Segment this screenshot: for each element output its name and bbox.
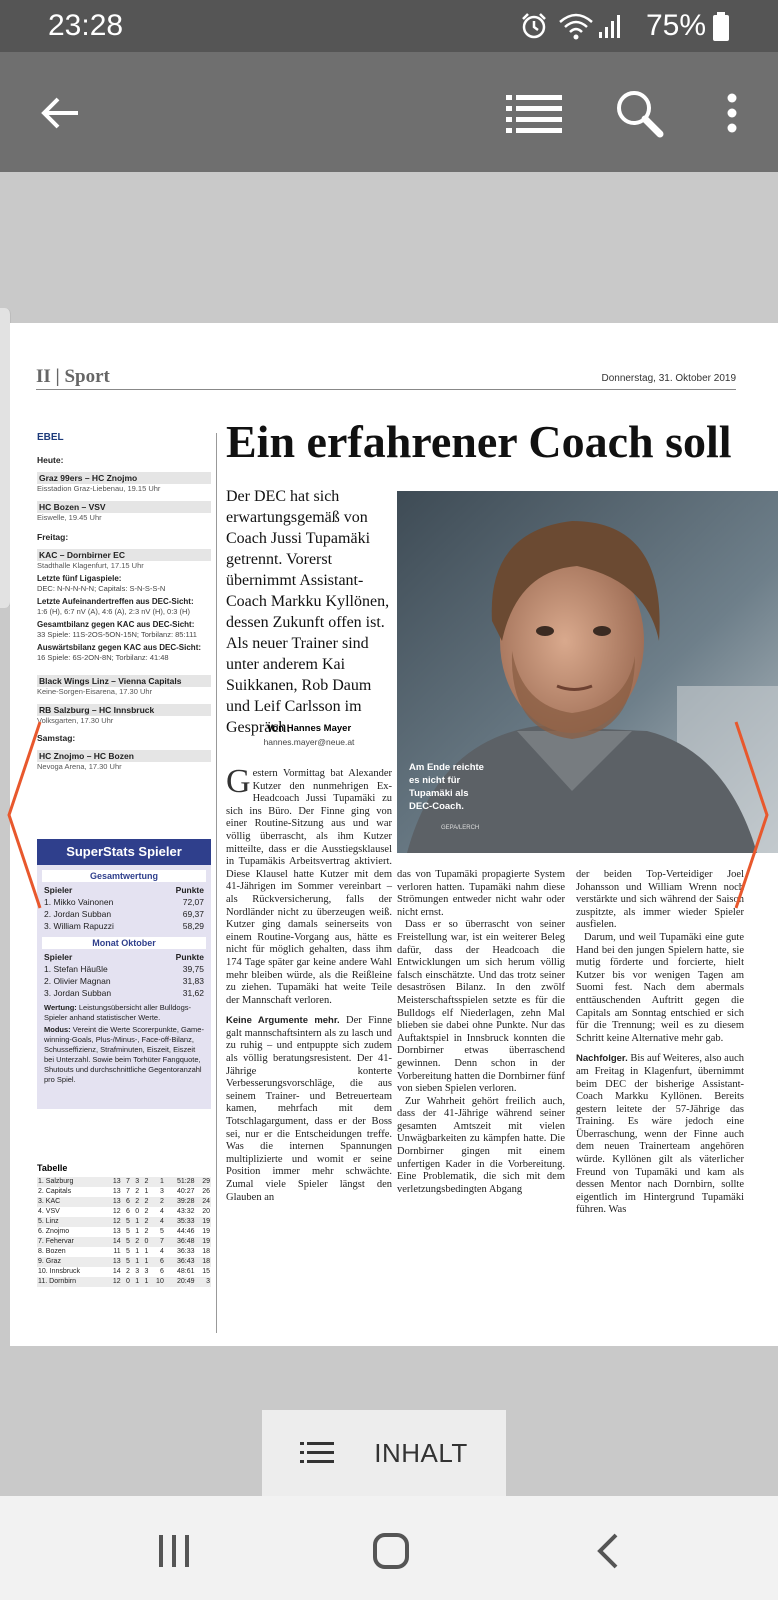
stat-cell: 5 (159, 1228, 164, 1235)
player-points: 31,62 (182, 988, 204, 998)
contents-list-button[interactable] (500, 78, 570, 148)
stat-cell: 2 (135, 1188, 140, 1195)
fixture-venue: Nevoga Arena, 17.30 Uhr (37, 762, 122, 771)
paragraph: Der Finne galt mannschaftsintern als zu lasch und zu ruhig – und entpuppte sich zudem als völlig beratungsresistent. Der 41-Jährige konterte Verbesserungsvorschläge, die aus seinem Trainer- und Betreuerteam kamen, mehrfach mit dem Totschlagargument, dass er der Boss sei, nur er die Entscheidungen treffe. Was die internen Spannungen multiplizierte und womit er seine Position immer mehr schwächte. Zumal viele Spieler längst den Glauben an (226, 1015, 392, 1203)
back-icon (596, 1532, 620, 1570)
stat-cell: 4 (159, 1248, 164, 1255)
issue-date: Donnerstag, 31. Oktober 2019 (601, 373, 736, 384)
stat-cell: 5 (125, 1228, 130, 1235)
stat-cell: 14 (106, 1237, 121, 1247)
table-row (37, 1207, 211, 1217)
stat-cell: 6 (159, 1268, 164, 1275)
column-divider (216, 433, 217, 1333)
standings-table (37, 1177, 211, 1287)
fixture-match: Graz 99ers – HC Znojmo (37, 472, 211, 484)
battery-icon (712, 12, 730, 42)
fixture-match: HC Znojmo – HC Bozen (37, 750, 211, 762)
stat-cell: 0 (135, 1208, 140, 1215)
stat-cell: 3 (159, 1188, 164, 1195)
stat-cell: 3 (196, 1277, 211, 1287)
table-row (37, 1247, 211, 1257)
stat-cell: 4 (159, 1208, 164, 1215)
stat-cell: 19 (196, 1217, 211, 1227)
team-cell: 10. Innsbruck (38, 1268, 81, 1275)
superstats-note: Wertung: Leistungsübersicht aller Bulldogs-Spieler anhand statistischer Werte. (44, 1003, 192, 1022)
stat-cell: 5 (122, 1217, 131, 1227)
stat-cell: 0 (140, 1237, 149, 1247)
table-row (37, 1227, 211, 1237)
contents-button[interactable] (262, 1410, 506, 1496)
stat-cell: 12 (106, 1277, 121, 1287)
ranking-row (37, 963, 211, 975)
table-row (37, 1217, 211, 1227)
fixture-venue: Keine-Sorgen-Eisarena, 17.30 Uhr (37, 687, 153, 696)
stat-cell: 15 (202, 1268, 210, 1275)
overall-label: Gesamtwertung (42, 870, 206, 882)
col-points: Punkte (175, 952, 204, 962)
stat-cell: 7 (125, 1188, 130, 1195)
article-headline: Ein erfahrener Coach soll (226, 416, 732, 467)
stat-cell: 13 (106, 1197, 121, 1207)
paragraph: Zur Wahrheit gehört freilich auch, dass der 41-Jährige während seiner gesamten Amtszeit mit vielen Unwägbarkeiten zu kämpfen hatte. Die Dornbirner gingen mit einem unfertigen Kader in die Vorbereitung. Eine Problematik, die sich mit dem verletzungsbedingten Abgang (397, 1095, 565, 1195)
column-header (37, 884, 211, 896)
app-bar (0, 52, 778, 172)
stat-cell: 1 (144, 1248, 149, 1255)
team-cell: 1. Salzburg (37, 1177, 106, 1187)
stat-cell: 29 (196, 1177, 211, 1187)
search-button[interactable] (604, 78, 674, 148)
stat-cell: 19 (196, 1237, 211, 1247)
next-page-icon[interactable] (734, 720, 770, 910)
fixture-venue: Eisstadion Graz-Liebenau, 19.15 Uhr (37, 484, 161, 493)
stat-cell: 2 (144, 1228, 149, 1235)
ranking-row (37, 975, 211, 987)
saturday-label: Samstag: (37, 733, 76, 743)
article-column-1 (226, 763, 392, 1204)
stat-cell: 7 (149, 1237, 164, 1247)
fixture-match: HC Bozen – VSV (37, 501, 211, 513)
league-table (37, 1163, 211, 1287)
stat-cell: 1 (140, 1277, 149, 1287)
stat-value: DEC: N-N-N-N-N; Capitals: S-N-S-S-N (37, 584, 166, 593)
fixture-venue: Volksgarten, 17.30 Uhr (37, 716, 114, 725)
wifi-icon (558, 12, 594, 40)
stat-value: 1:6 (H), 6:7 nV (A), 4:6 (A), 2:3 nV (H), 0:3 (H) (37, 607, 190, 616)
stat-cell: 3 (131, 1177, 140, 1187)
column-header (37, 951, 211, 963)
table-row (37, 1237, 211, 1247)
photo-caption: Am Ende reichte es nicht für Tupamäki als DEC-Coach. (409, 762, 484, 812)
previous-page-icon[interactable] (6, 720, 42, 910)
paragraph: estern Vormittag bat Alexander Kutzer den nunmehrigen Ex-Headcoach Jussi Tupamäki zu sich ins Büro. Der Finne ging von einer Routine-Sitzung aus und war völlig überrascht, als ihm Kutzer mitteilte, dass er die Ausstiegsklausel in Tupamäkis Arbeitsvertrag aktiviert. Diese Klausel hatte Kutzer mit dem 41-Jährigen im Sommer vereinbart – als Rückversicherung, falls der Nordländer nicht zu überzeugen weiß. Kutzer ging damals seinerseits von einem Routine-Vorgang aus, hätte es nicht für möglich gehalten, dass ihm 174 Tage später gar keine andere Wahl mehr bleiben würde, als die Reißleine zu ziehen. Tupamäki hat weite Teile der Mannschaft verloren. (226, 768, 392, 1006)
article-column-3 (576, 869, 744, 1217)
stat-cell: 26 (202, 1188, 210, 1195)
ranking-row (37, 908, 211, 920)
ranking-row (37, 896, 211, 908)
section-title: II | Sport (36, 366, 110, 387)
list-icon (506, 93, 564, 133)
stat-cell: 10 (149, 1277, 164, 1287)
player-points: 39,75 (182, 964, 204, 974)
stat-cell: 18 (202, 1248, 210, 1255)
stat-cell: 7 (122, 1177, 131, 1187)
stat-cell: 39:28 (165, 1197, 196, 1207)
search-icon (614, 88, 664, 138)
stat-cell: 19 (202, 1228, 210, 1235)
system-nav-bar (0, 1496, 778, 1600)
table-row (37, 1187, 211, 1197)
paragraph: der beiden Top-Verteidiger Joel Johansson und William Wrenn noch verstärkte und sich während der Saison zuspitzte, als immer wieder Spieler ausfielen. (576, 869, 744, 931)
team-cell: 6. Znojmo (38, 1228, 70, 1235)
fixtures-sidebar (37, 433, 211, 772)
stat-cell: 1 (131, 1277, 140, 1287)
stat-cell: 1 (149, 1177, 164, 1187)
more-options-button[interactable] (697, 78, 767, 148)
player-name: 1. Stefan Häußle (44, 964, 108, 974)
stat-cell: 6 (125, 1208, 130, 1215)
table-row (37, 1177, 211, 1187)
stat-cell: 1 (144, 1188, 149, 1195)
team-cell: 9. Graz (37, 1257, 106, 1267)
byline (226, 723, 392, 747)
player-points: 72,07 (182, 897, 204, 907)
stat-cell: 20:49 (165, 1277, 196, 1287)
player-name: 2. Olivier Magnan (44, 976, 111, 986)
stat-cell: 2 (144, 1208, 149, 1215)
stat-cell: 6 (149, 1257, 164, 1267)
stat-cell: 1 (131, 1257, 140, 1267)
photo-credit: GEPA/LERCH (441, 825, 480, 831)
stat-cell: 13 (106, 1257, 121, 1267)
col-points: Punkte (175, 885, 204, 895)
drop-cap: G (226, 763, 251, 800)
stat-cell: 2 (140, 1177, 149, 1187)
stat-cell: 13 (112, 1188, 121, 1195)
stat-cell: 18 (196, 1257, 211, 1267)
list-icon (300, 1441, 334, 1465)
stat-cell: 5 (122, 1237, 131, 1247)
ranking-row (37, 920, 211, 932)
player-name: 1. Mikko Vainonen (44, 897, 114, 907)
table-row (37, 1197, 211, 1207)
back-arrow-icon (40, 96, 80, 130)
stat-cell: 44:46 (177, 1228, 195, 1235)
stat-cell: 0 (122, 1277, 131, 1287)
fixture-match: RB Salzburg – HC Innsbruck (37, 704, 211, 716)
superstats-title: SuperStats Spieler (37, 839, 211, 865)
team-cell: 2. Capitals (38, 1188, 72, 1195)
today-label: Heute: (37, 455, 64, 465)
signal-icon (598, 12, 624, 40)
stat-cell: 11 (113, 1248, 121, 1255)
stat-cell: 2 (149, 1197, 164, 1207)
friday-label: Freitag: (37, 532, 69, 542)
team-cell: 4. VSV (38, 1208, 60, 1215)
month-label: Monat Oktober (42, 937, 206, 949)
team-cell: 8. Bozen (38, 1248, 66, 1255)
stat-cell: 3 (144, 1268, 149, 1275)
stat-cell: 20 (202, 1208, 210, 1215)
header-divider (36, 389, 736, 390)
stat-cell: 1 (135, 1228, 140, 1235)
back-button[interactable] (25, 78, 95, 148)
stat-cell: 3 (135, 1268, 140, 1275)
stat-cell: 36:33 (177, 1248, 195, 1255)
home-button[interactable] (361, 1526, 421, 1576)
contents-label: INHALT (374, 1437, 468, 1468)
more-vert-icon (726, 93, 738, 133)
system-back-button[interactable] (578, 1526, 638, 1576)
stat-cell: 2 (131, 1237, 140, 1247)
stat-cell: 13 (112, 1228, 121, 1235)
col-player: Spieler (44, 885, 73, 895)
stat-cell: 14 (112, 1268, 121, 1275)
player-name: 3. William Rapuzzi (44, 921, 114, 931)
stat-label: Letzte fünf Ligaspiele: (37, 574, 122, 583)
stat-cell: 5 (125, 1248, 130, 1255)
player-name: 2. Jordan Subban (44, 909, 112, 919)
stat-cell: 51:28 (165, 1177, 196, 1187)
stat-cell: 36:43 (165, 1257, 196, 1267)
stat-cell: 2 (140, 1197, 149, 1207)
stat-cell: 1 (140, 1257, 149, 1267)
stat-label: Gesamtbilanz gegen KAC aus DEC-Sicht: (37, 620, 195, 629)
status-time: 23:28 (48, 9, 124, 42)
alarm-icon (520, 12, 548, 40)
stat-label: Letzte Aufeinandertreffen aus DEC-Sicht: (37, 597, 194, 606)
article-column-2 (397, 869, 565, 1196)
player-name: 3. Jordan Subban (44, 988, 112, 998)
player-points: 69,37 (182, 909, 204, 919)
stat-cell: 1 (131, 1217, 140, 1227)
stat-cell: 5 (122, 1257, 131, 1267)
stat-cell: 48:61 (177, 1268, 195, 1275)
author-email: hannes.mayer@neue.at (263, 737, 355, 747)
team-cell: 7. Fehervar (37, 1237, 106, 1247)
superstats-box (37, 839, 211, 1109)
author-name: Von Hannes Mayer (266, 723, 352, 734)
table-row (37, 1267, 211, 1277)
stat-value: 16 Spiele: 6S-2ON-8N; Torbilanz: 41:48 (37, 653, 169, 662)
paragraph: Darum, und weil Tupamäki eine gute Hand bei den jungen Spielern hatte, sie mutig förderte und forcierte, hielt Kutzer bis vor wenigen Tagen am Suomi fest. Nach dem abermals enttäuschenden Auftritt gegen die Capitals am Sonntag entschied er sich für die Trennung; weil es zu diesem Schritt keine Alternative mehr gab. (576, 931, 744, 1044)
stat-cell: 13 (106, 1177, 121, 1187)
stat-cell: 1 (135, 1248, 140, 1255)
paragraph: das von Tupamäki propagierte System verloren hatten. Tupamäki nahm diese Strömungen entweder nicht wahr oder nicht ernst. (397, 869, 565, 918)
newspaper-page[interactable] (10, 323, 778, 1346)
stat-cell: 43:32 (177, 1208, 195, 1215)
stat-cell: 12 (112, 1208, 121, 1215)
stat-cell: 2 (140, 1217, 149, 1227)
status-bar (0, 0, 778, 52)
stat-cell: 36:48 (165, 1237, 196, 1247)
subhead: Nachfolger. (576, 1053, 628, 1065)
stat-cell: 6 (122, 1197, 131, 1207)
fixture-venue: Stadthalle Klagenfurt, 17.15 Uhr (37, 561, 144, 570)
stat-cell: 2 (125, 1268, 130, 1275)
col-player: Spieler (44, 952, 73, 962)
stat-cell: 4 (149, 1217, 164, 1227)
table-row (37, 1257, 211, 1267)
home-icon (372, 1532, 410, 1570)
league-label: EBEL (37, 432, 64, 443)
battery-percent: 75% (646, 9, 707, 42)
team-cell: 11. Dornbirn (37, 1277, 106, 1287)
fixture-match: KAC – Dornbirner EC (37, 549, 211, 561)
recents-icon (157, 1533, 191, 1569)
recents-button[interactable] (144, 1526, 204, 1576)
player-points: 58,29 (182, 921, 204, 931)
table-row (37, 1277, 211, 1287)
stat-cell: 40:27 (177, 1188, 195, 1195)
player-points: 31,83 (182, 976, 204, 986)
stat-cell: 35:33 (165, 1217, 196, 1227)
stat-label: Auswärtsbilanz gegen KAC aus DEC-Sicht: (37, 643, 202, 652)
subhead: Keine Argumente mehr. (226, 1015, 340, 1027)
stat-value: 33 Spiele: 11S-2OS-5ON-15N; Torbilanz: 85:111 (37, 630, 197, 639)
team-cell: 3. KAC (37, 1197, 106, 1207)
paragraph: Bis auf Weiteres, also auch am Freitag in Klagenfurt, übernimmt beim DEC der bisherige Assistant-Coach Markku Kyllönen. Bereits gestern leitete der 57-Jährige das Training. Es wäre jedoch eine Überraschung, wenn der Finne auch dem neuen Trainerteam angehören würde. Kyllönen gilt als väterlicher Freund von Tupamäki und kam als dessen Mentor nach Dornbirn, sollte eigentlich im Hintergrund Tupamäki führen. Was (576, 1053, 744, 1216)
team-cell: 5. Linz (37, 1217, 106, 1227)
paragraph: Dass er so überrascht von seiner Freistellung war, ist ein weiterer Beleg dafür, dass der Headcoach die Entwicklungen um sich herum völlig falsch einschätzte. Und das trotz seiner desaströsen Bilanz. In den zwölf Meisterschaftsspielen setzte es für die Bulldogs elf Niederlagen, zehn Mal blieben sie dabei ohne Punkte. Nur das Auftaktspiel in Innsbruck konnten die Dornbirner etwas überraschend gewinnen. Denn schon in der Vorbereitung hatten die Dornbirner fünf von sieben Spielen verloren. (397, 919, 565, 1095)
stat-cell: 12 (106, 1217, 121, 1227)
superstats-note: Modus: Vereint die Werte Scorerpunkte, Game-winning-Goals, Plus-/Minus-, Face-off-Bilanz, Schusseffizienz, Strafminuten, Eiszeit, Eiszeit bei Unterzahl. Sowie beim Torhüter Fangquote, Shutouts und durchschnittliche Gegentoranzahl pro Spiel. (44, 1025, 204, 1084)
fixture-venue: Eiswelle, 19.45 Uhr (37, 513, 102, 522)
stat-cell: 24 (196, 1197, 211, 1207)
fixture-match: Black Wings Linz – Vienna Capitals (37, 675, 211, 687)
table-title: Tabelle (37, 1163, 68, 1173)
article-lead: Der DEC hat sich erwartungsgemäß von Coach Jussi Tupamäki getrennt. Vorerst übernimmt Assistant-Coach Markku Kyllönen, dessen Zukunft offen ist. Als neuer Trainer sind unter anderem Kai Suikkanen, Rob Daum und Leif Carlsson im Gespräch. (226, 488, 390, 736)
ranking-row (37, 987, 211, 999)
stat-cell: 2 (131, 1197, 140, 1207)
